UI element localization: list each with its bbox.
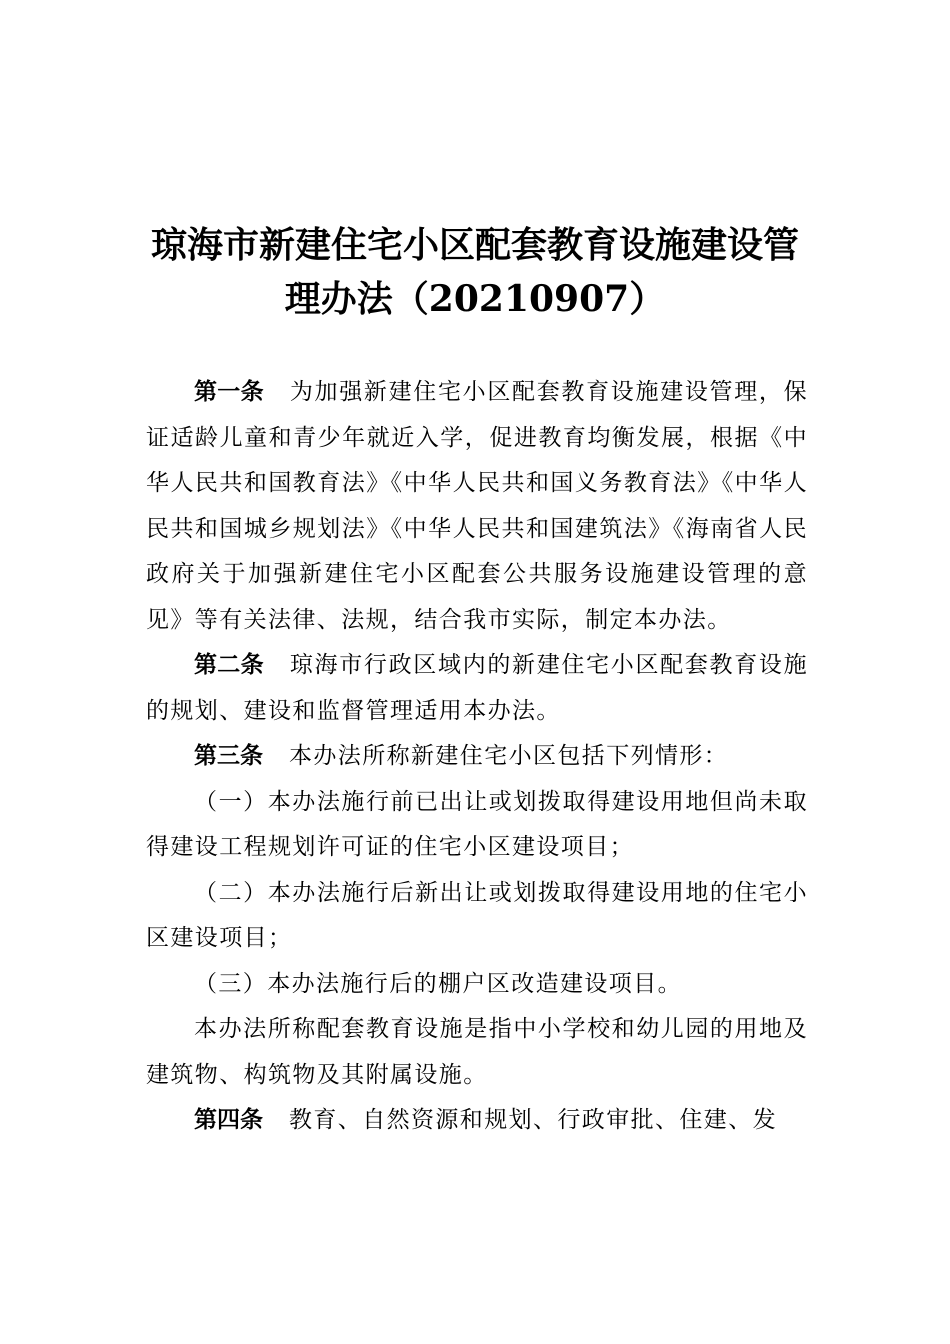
article-2-paragraph	[146, 643, 808, 734]
paragraph-text: 本办法所称新建住宅小区包括下列情形：	[289, 743, 729, 769]
document-title	[140, 218, 810, 326]
article-label: 第四条	[194, 1107, 263, 1133]
paragraph-text: （二）本办法施行后新出让或划拨取得建设用地的住宅小区建设项目；	[146, 879, 808, 951]
paragraph-text: （三）本办法施行后的棚户区改造建设项目。	[194, 970, 682, 997]
article-3-paragraph	[146, 734, 808, 780]
paragraph-text: 本办法所称配套教育设施是指中小学校和幼儿园的用地及建筑物、构筑物及其附属设施。	[146, 1016, 808, 1088]
paragraph-text: 教育、自然资源和规划、行政审批、住建、发	[289, 1107, 777, 1133]
title-line-2: 理办法（20210907）	[284, 278, 666, 320]
paragraph-text: （一）本办法施行前已出让或划拨取得建设用地但尚未取得建设工程规划许可证的住宅小区建设项目；	[146, 788, 808, 860]
paragraph-text: 为加强新建住宅小区配套教育设施建设管理，保证适龄儿童和青少年就近入学，促进教育均衡发展，根据《中华人民共和国教育法》《中华人民共和国义务教育法》《中华人民共和国城乡规划法》《中华人民共和国建筑法》《海南省人民政府关于加强新建住宅小区配套公共服务设施建设管理的意见》等有关法律、法规，结合我市实际，制定本办法。	[146, 379, 809, 633]
article-4-paragraph	[146, 1098, 808, 1144]
title-line-1: 琼海市新建住宅小区配套教育设施建设管	[150, 224, 799, 266]
article-1-paragraph	[146, 370, 808, 643]
clause-2-paragraph	[146, 871, 808, 962]
article-label: 第三条	[194, 743, 263, 769]
clause-1-paragraph	[146, 780, 808, 871]
article-label: 第一条	[194, 379, 264, 405]
paragraph-text: 琼海市行政区域内的新建住宅小区配套教育设施的规划、建设和监督管理适用本办法。	[146, 652, 809, 724]
article-label: 第二条	[194, 652, 264, 678]
clause-3-paragraph	[146, 962, 808, 1008]
document-body	[146, 370, 808, 1144]
definition-paragraph	[146, 1007, 808, 1098]
